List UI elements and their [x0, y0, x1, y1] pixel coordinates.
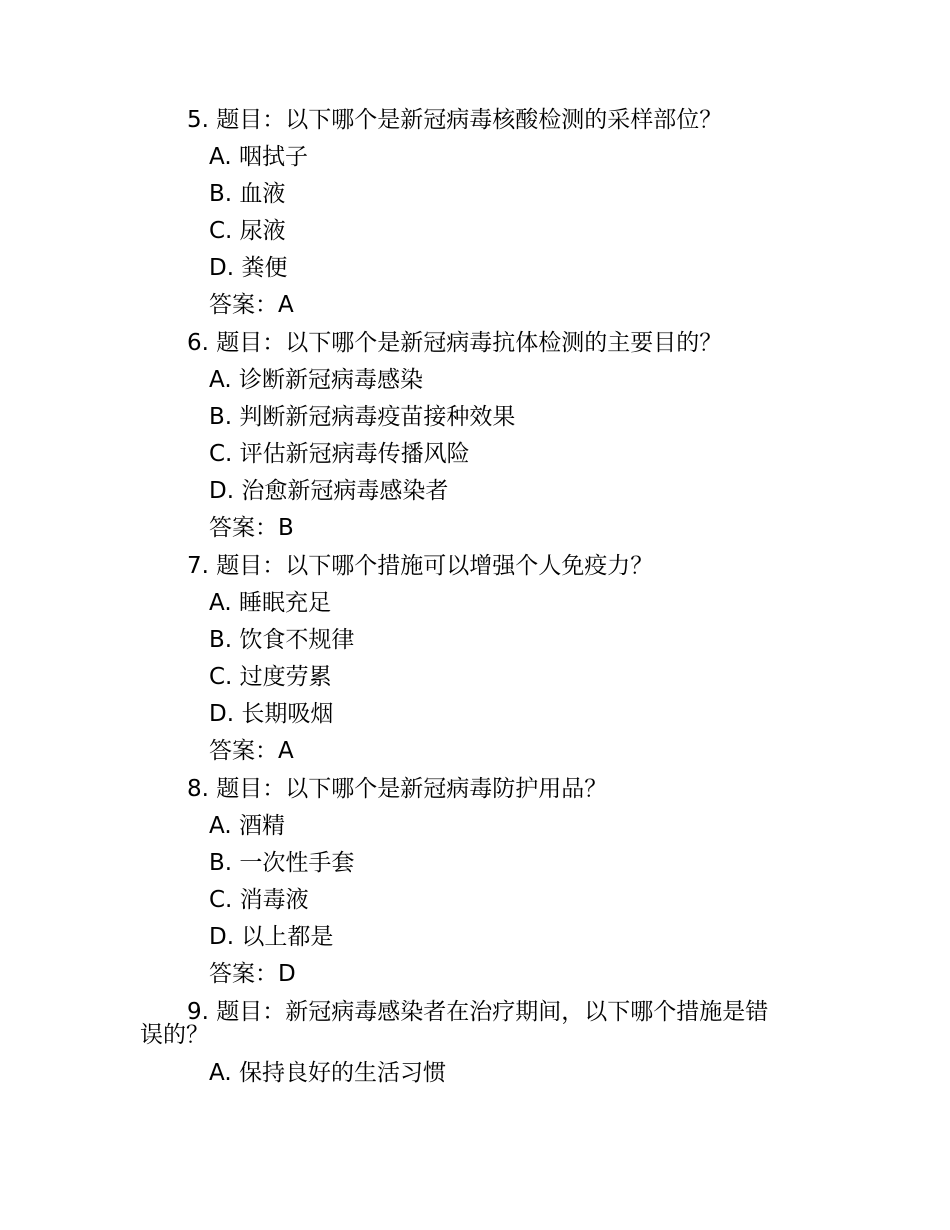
option-a: A. 睡眠充足	[209, 590, 331, 616]
option-b: B. 一次性手套	[209, 850, 355, 876]
option-a: A. 保持良好的生活习惯	[209, 1060, 446, 1086]
option-d: D. 治愈新冠病毒感染者	[209, 478, 449, 504]
question-stem-line-2: 误的？	[140, 1022, 209, 1048]
answer: 答案：D	[209, 961, 296, 987]
answer: 答案：B	[209, 515, 294, 541]
option-d: D. 粪便	[209, 255, 288, 281]
option-c: C. 评估新冠病毒传播风险	[209, 441, 470, 467]
question-stem: 7. 题目：以下哪个措施可以增强个人免疫力？	[187, 553, 654, 579]
option-b: B. 血液	[209, 181, 286, 207]
option-d: D. 以上都是	[209, 924, 334, 950]
question-stem: 5. 题目：以下哪个是新冠病毒核酸检测的采样部位？	[187, 107, 723, 133]
option-c: C. 过度劳累	[209, 664, 332, 690]
answer: 答案：A	[209, 738, 294, 764]
answer: 答案：A	[209, 292, 294, 318]
option-b: B. 饮食不规律	[209, 627, 355, 653]
option-b: B. 判断新冠病毒疫苗接种效果	[209, 404, 516, 430]
option-a: A. 诊断新冠病毒感染	[209, 367, 423, 393]
question-stem: 6. 题目：以下哪个是新冠病毒抗体检测的主要目的？	[187, 330, 723, 356]
option-c: C. 尿液	[209, 218, 286, 244]
question-stem-line-1: 9. 题目：新冠病毒感染者在治疗期间，以下哪个措施是错	[187, 999, 769, 1025]
option-c: C. 消毒液	[209, 887, 309, 913]
option-d: D. 长期吸烟	[209, 701, 334, 727]
option-a: A. 酒精	[209, 813, 285, 839]
option-a: A. 咽拭子	[209, 144, 308, 170]
question-stem: 8. 题目：以下哪个是新冠病毒防护用品？	[187, 776, 608, 802]
